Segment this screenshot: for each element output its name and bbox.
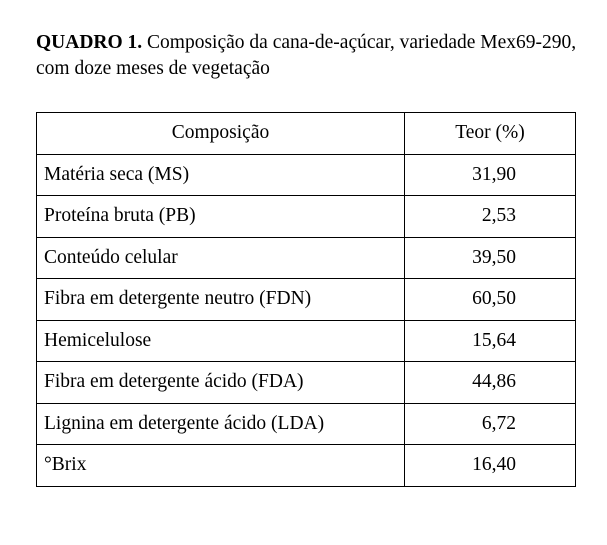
row-name: Lignina em detergente ácido (LDA) <box>37 403 405 445</box>
row-name: Fibra em detergente neutro (FDN) <box>37 279 405 321</box>
header-content: Teor (%) <box>405 113 576 155</box>
table-row <box>37 196 576 238</box>
table-row <box>37 403 576 445</box>
table-caption <box>36 30 581 82</box>
row-value: 15,64 <box>405 320 576 362</box>
row-name: Fibra em detergente ácido (FDA) <box>37 362 405 404</box>
row-value: 6,72 <box>405 403 576 445</box>
row-value: 2,53 <box>405 196 576 238</box>
row-name: Matéria seca (MS) <box>37 154 405 196</box>
table-row <box>37 279 576 321</box>
table-row <box>37 237 576 279</box>
composition-table <box>36 112 576 487</box>
row-value: 44,86 <box>405 362 576 404</box>
row-name: Proteína bruta (PB) <box>37 196 405 238</box>
row-name: °Brix <box>37 445 405 487</box>
row-value: 31,90 <box>405 154 576 196</box>
table-row <box>37 320 576 362</box>
row-name: Hemicelulose <box>37 320 405 362</box>
table-row <box>37 445 576 487</box>
header-composition: Composição <box>37 113 405 155</box>
table-row <box>37 154 576 196</box>
row-value: 16,40 <box>405 445 576 487</box>
row-name: Conteúdo celular <box>37 237 405 279</box>
table-row <box>37 362 576 404</box>
row-value: 39,50 <box>405 237 576 279</box>
caption-label: QUADRO 1. <box>36 32 143 53</box>
header-row <box>37 113 576 155</box>
caption-text: Composição da cana-de-açúcar, variedade Mex69-290, com doze meses de vegetação <box>36 32 577 79</box>
row-value: 60,50 <box>405 279 576 321</box>
